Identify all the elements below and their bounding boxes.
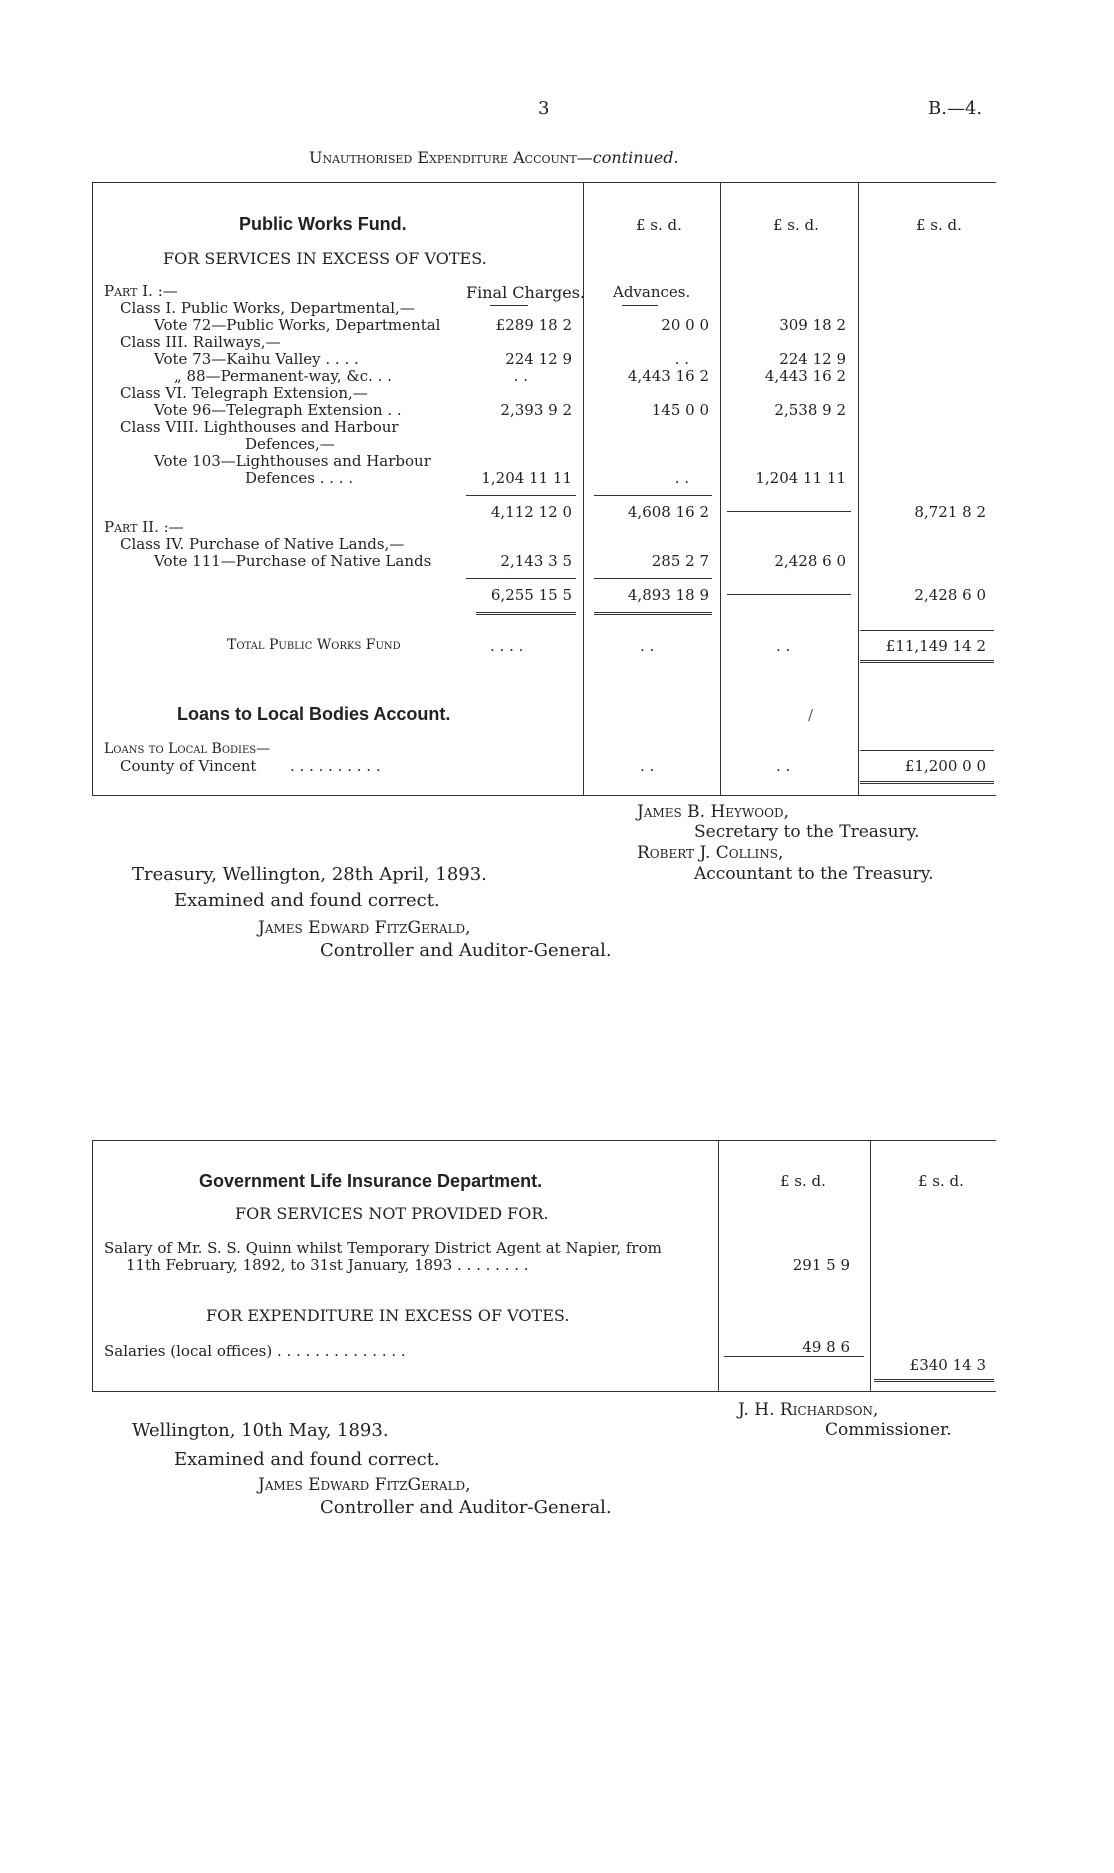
insurance-examined: Examined and found correct. [174, 1449, 440, 1470]
loans-dots-1: . . . . . . . . . . [290, 757, 381, 775]
vote-111-label: Vote 111—Purchase of Native Lands [154, 552, 432, 570]
vote-111-final: 2,143 3 5 [500, 552, 572, 570]
loans-label: Loans to Local Bodies— [104, 741, 271, 757]
vote-96-total: 2,538 9 2 [774, 401, 846, 419]
vote-111-advance: 285 2 7 [651, 552, 709, 570]
class-4-label: Class IV. Purchase of Native Lands,— [120, 535, 405, 553]
vote-103-label: Vote 103—Lighthouses and Harbour [154, 452, 431, 470]
pwf-currency-header-3: £ s. d. [916, 216, 962, 234]
pwf-currency-header-1: £ s. d. [636, 216, 682, 234]
class-1-label: Class I. Public Works, Departmental,— [120, 299, 415, 317]
final-charges-header: Final Charges. [466, 283, 586, 302]
part-2-subtotal-advance: 4,893 18 9 [627, 586, 709, 604]
page-title-continued: continued. [592, 148, 679, 167]
glid-currency-header-2: £ s. d. [918, 1172, 964, 1190]
vote-88-label: „ 88—Permanent-way, &c. . . [174, 367, 392, 385]
vote-73-final: 224 12 9 [505, 350, 572, 368]
vote-103-final: 1,204 11 11 [481, 469, 572, 487]
quinn-salary-value: 291 5 9 [792, 1256, 850, 1274]
vote-96-advance: 145 0 0 [651, 401, 709, 419]
loans-dots-2: . . [640, 757, 655, 775]
loans-value: £1,200 0 0 [904, 757, 986, 775]
glid-section-1: FOR SERVICES NOT PROVIDED FOR. [235, 1204, 549, 1223]
class-6-label: Class VI. Telegraph Extension,— [120, 384, 368, 402]
class-8-label-cont: Defences,— [245, 435, 335, 453]
vote-96-label: Vote 96—Telegraph Extension . . [154, 401, 402, 419]
glid-currency-header-1: £ s. d. [780, 1172, 826, 1190]
quinn-salary-label-cont: 11th February, 1892, to 31st January, 1893 . . . . . . . . [126, 1256, 529, 1274]
glid-total-value: £340 14 3 [909, 1356, 986, 1374]
vote-72-label: Vote 72—Public Works, Departmental [154, 316, 441, 334]
vote-103-advance: . . [674, 469, 689, 487]
salaries-local-offices-label: Salaries (local offices) . . . . . . . . . . . . . . [104, 1342, 406, 1360]
vote-88-final: . . [513, 367, 528, 385]
part-2-grand-total: 2,428 6 0 [914, 586, 986, 604]
auditor-title-2: Controller and Auditor-General. [320, 1497, 612, 1518]
part-2-label: Part II. :— [104, 518, 184, 536]
pwf-subtitle: FOR SERVICES IN EXCESS OF VOTES. [163, 249, 487, 268]
page-number: 3 [538, 98, 550, 119]
vote-96-final: 2,393 9 2 [500, 401, 572, 419]
salaries-local-offices-value: 49 8 6 [802, 1338, 850, 1356]
auditor-name-2: James Edward FitzGerald, [258, 1475, 471, 1495]
pwf-title: Public Works Fund. [239, 214, 407, 234]
signer-collins-name: Robert J. Collins, [637, 843, 784, 863]
signer-heywood-name: James B. Heywood, [637, 802, 789, 822]
glid-section-2: FOR EXPENDITURE IN EXCESS OF VOTES. [206, 1306, 570, 1325]
vote-88-advance: 4,443 16 2 [627, 367, 709, 385]
glid-title: Government Life Insurance Department. [199, 1171, 543, 1191]
class-8-label: Class VIII. Lighthouses and Harbour [120, 418, 399, 436]
part-2-subtotal-final: 6,255 15 5 [490, 586, 572, 604]
treasury-place-date: Treasury, Wellington, 28th April, 1893. [132, 864, 487, 885]
vote-72-total: 309 18 2 [779, 316, 846, 334]
part-1-label: Part I. :— [104, 282, 178, 300]
loans-title: Loans to Local Bodies Account. [177, 704, 451, 724]
vote-73-total: 224 12 9 [779, 350, 846, 368]
total-pwf-label: Total Public Works Fund [227, 637, 401, 653]
treasury-examined: Examined and found correct. [174, 890, 440, 911]
document-reference: B.—4. [928, 98, 983, 119]
insurance-place-date: Wellington, 10th May, 1893. [132, 1420, 389, 1441]
vote-88-total: 4,443 16 2 [764, 367, 846, 385]
page-title [309, 148, 679, 167]
vote-111-total: 2,428 6 0 [774, 552, 846, 570]
signer-heywood-title: Secretary to the Treasury. [694, 822, 920, 842]
vote-103-label-cont: Defences . . . . [245, 469, 354, 487]
total-pwf-dots-1: . . . . [490, 637, 524, 655]
vote-103-total: 1,204 11 11 [755, 469, 846, 487]
total-pwf-dots-2: . . [640, 637, 655, 655]
loans-dots-3: . . [776, 757, 791, 775]
total-pwf-dots-3: . . [776, 637, 791, 655]
page-title-text: Unauthorised Expenditure Account— [309, 148, 593, 167]
class-3-label: Class III. Railways,— [120, 333, 281, 351]
pwf-currency-header-2: £ s. d. [773, 216, 819, 234]
part-1-subtotal-advance: 4,608 16 2 [627, 503, 709, 521]
quinn-salary-label: Salary of Mr. S. S. Quinn whilst Temporary District Agent at Napier, from [104, 1239, 662, 1257]
part-1-grand-total: 8,721 8 2 [914, 503, 986, 521]
part-1-subtotal-final: 4,112 12 0 [490, 503, 572, 521]
loans-pencil-mark: / [808, 706, 814, 724]
auditor-name-1: James Edward FitzGerald, [258, 918, 471, 938]
auditor-title-1: Controller and Auditor-General. [320, 940, 612, 961]
vote-73-advance: . . [674, 350, 689, 368]
advances-header: Advances. [613, 283, 691, 301]
vote-72-advance: 20 0 0 [661, 316, 709, 334]
signer-collins-title: Accountant to the Treasury. [694, 864, 934, 884]
vote-73-label: Vote 73—Kaihu Valley . . . . [154, 350, 359, 368]
signer-richardson-title: Commissioner. [825, 1420, 952, 1440]
signer-richardson-name: J. H. Richardson, [738, 1400, 879, 1420]
vote-72-final: £289 18 2 [495, 316, 572, 334]
total-pwf-value: £11,149 14 2 [885, 637, 986, 655]
county-of-vincent-label: County of Vincent [120, 757, 257, 775]
